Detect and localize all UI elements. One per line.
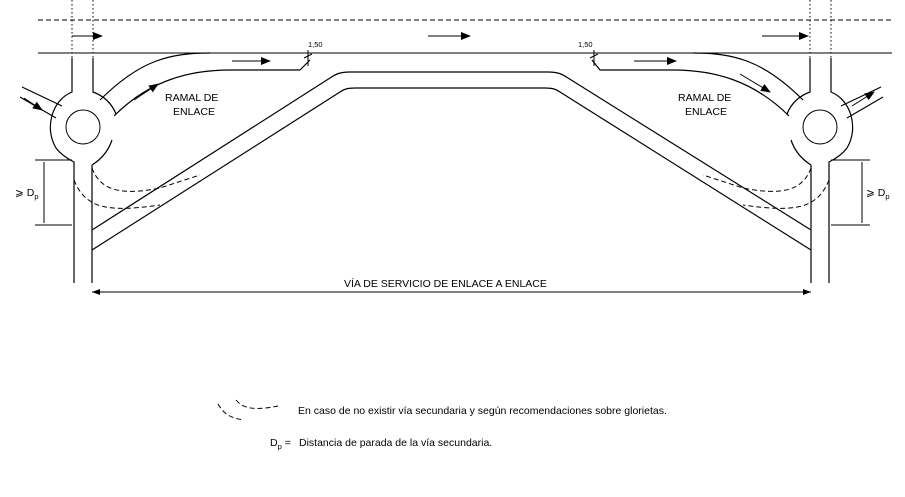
legend-dashed-text: En caso de no existir vía secundaria y según recomendaciones sobre glorietas. (298, 405, 667, 417)
dashed-alternative-left (74, 168, 200, 208)
legend-dashed-swatch (236, 400, 278, 408)
service-road-dimension (92, 277, 811, 292)
dp-label-right: ⩾ $D_p$ (866, 187, 890, 201)
dp-dimension-left (15, 160, 72, 225)
legend-dashed-swatch (218, 404, 244, 420)
offset-label-left: 1,50 (308, 40, 323, 49)
service-road-label: VÍA DE SERVICIO DE ENLACE A ENLACE (344, 278, 547, 290)
legend-dp-symbol: $D_p$ = (270, 437, 291, 451)
roundabout-right (787, 58, 883, 283)
arrow-diagonal-icon (134, 84, 158, 100)
ramal-left-line2: ENLACE (173, 106, 216, 118)
dp-label-left: ⩾ $D_p$ (15, 187, 39, 201)
direction-arrows (24, 36, 874, 110)
ramal-left-line1: RAMAL DE (165, 92, 219, 104)
cross-road-right (810, 0, 831, 58)
arrow-diagonal-icon (24, 98, 42, 110)
offset-label-right: 1,50 (578, 40, 593, 49)
roundabout-left (20, 58, 116, 283)
legend (218, 400, 667, 451)
ramal-right-line1: RAMAL DE (678, 92, 732, 104)
dp-dimension-right (831, 160, 889, 225)
ramal-right-line2: ENLACE (685, 106, 728, 118)
cross-road-left (72, 0, 93, 58)
legend-dp-text: Distancia de parada de la vía secundaria. (299, 437, 493, 449)
